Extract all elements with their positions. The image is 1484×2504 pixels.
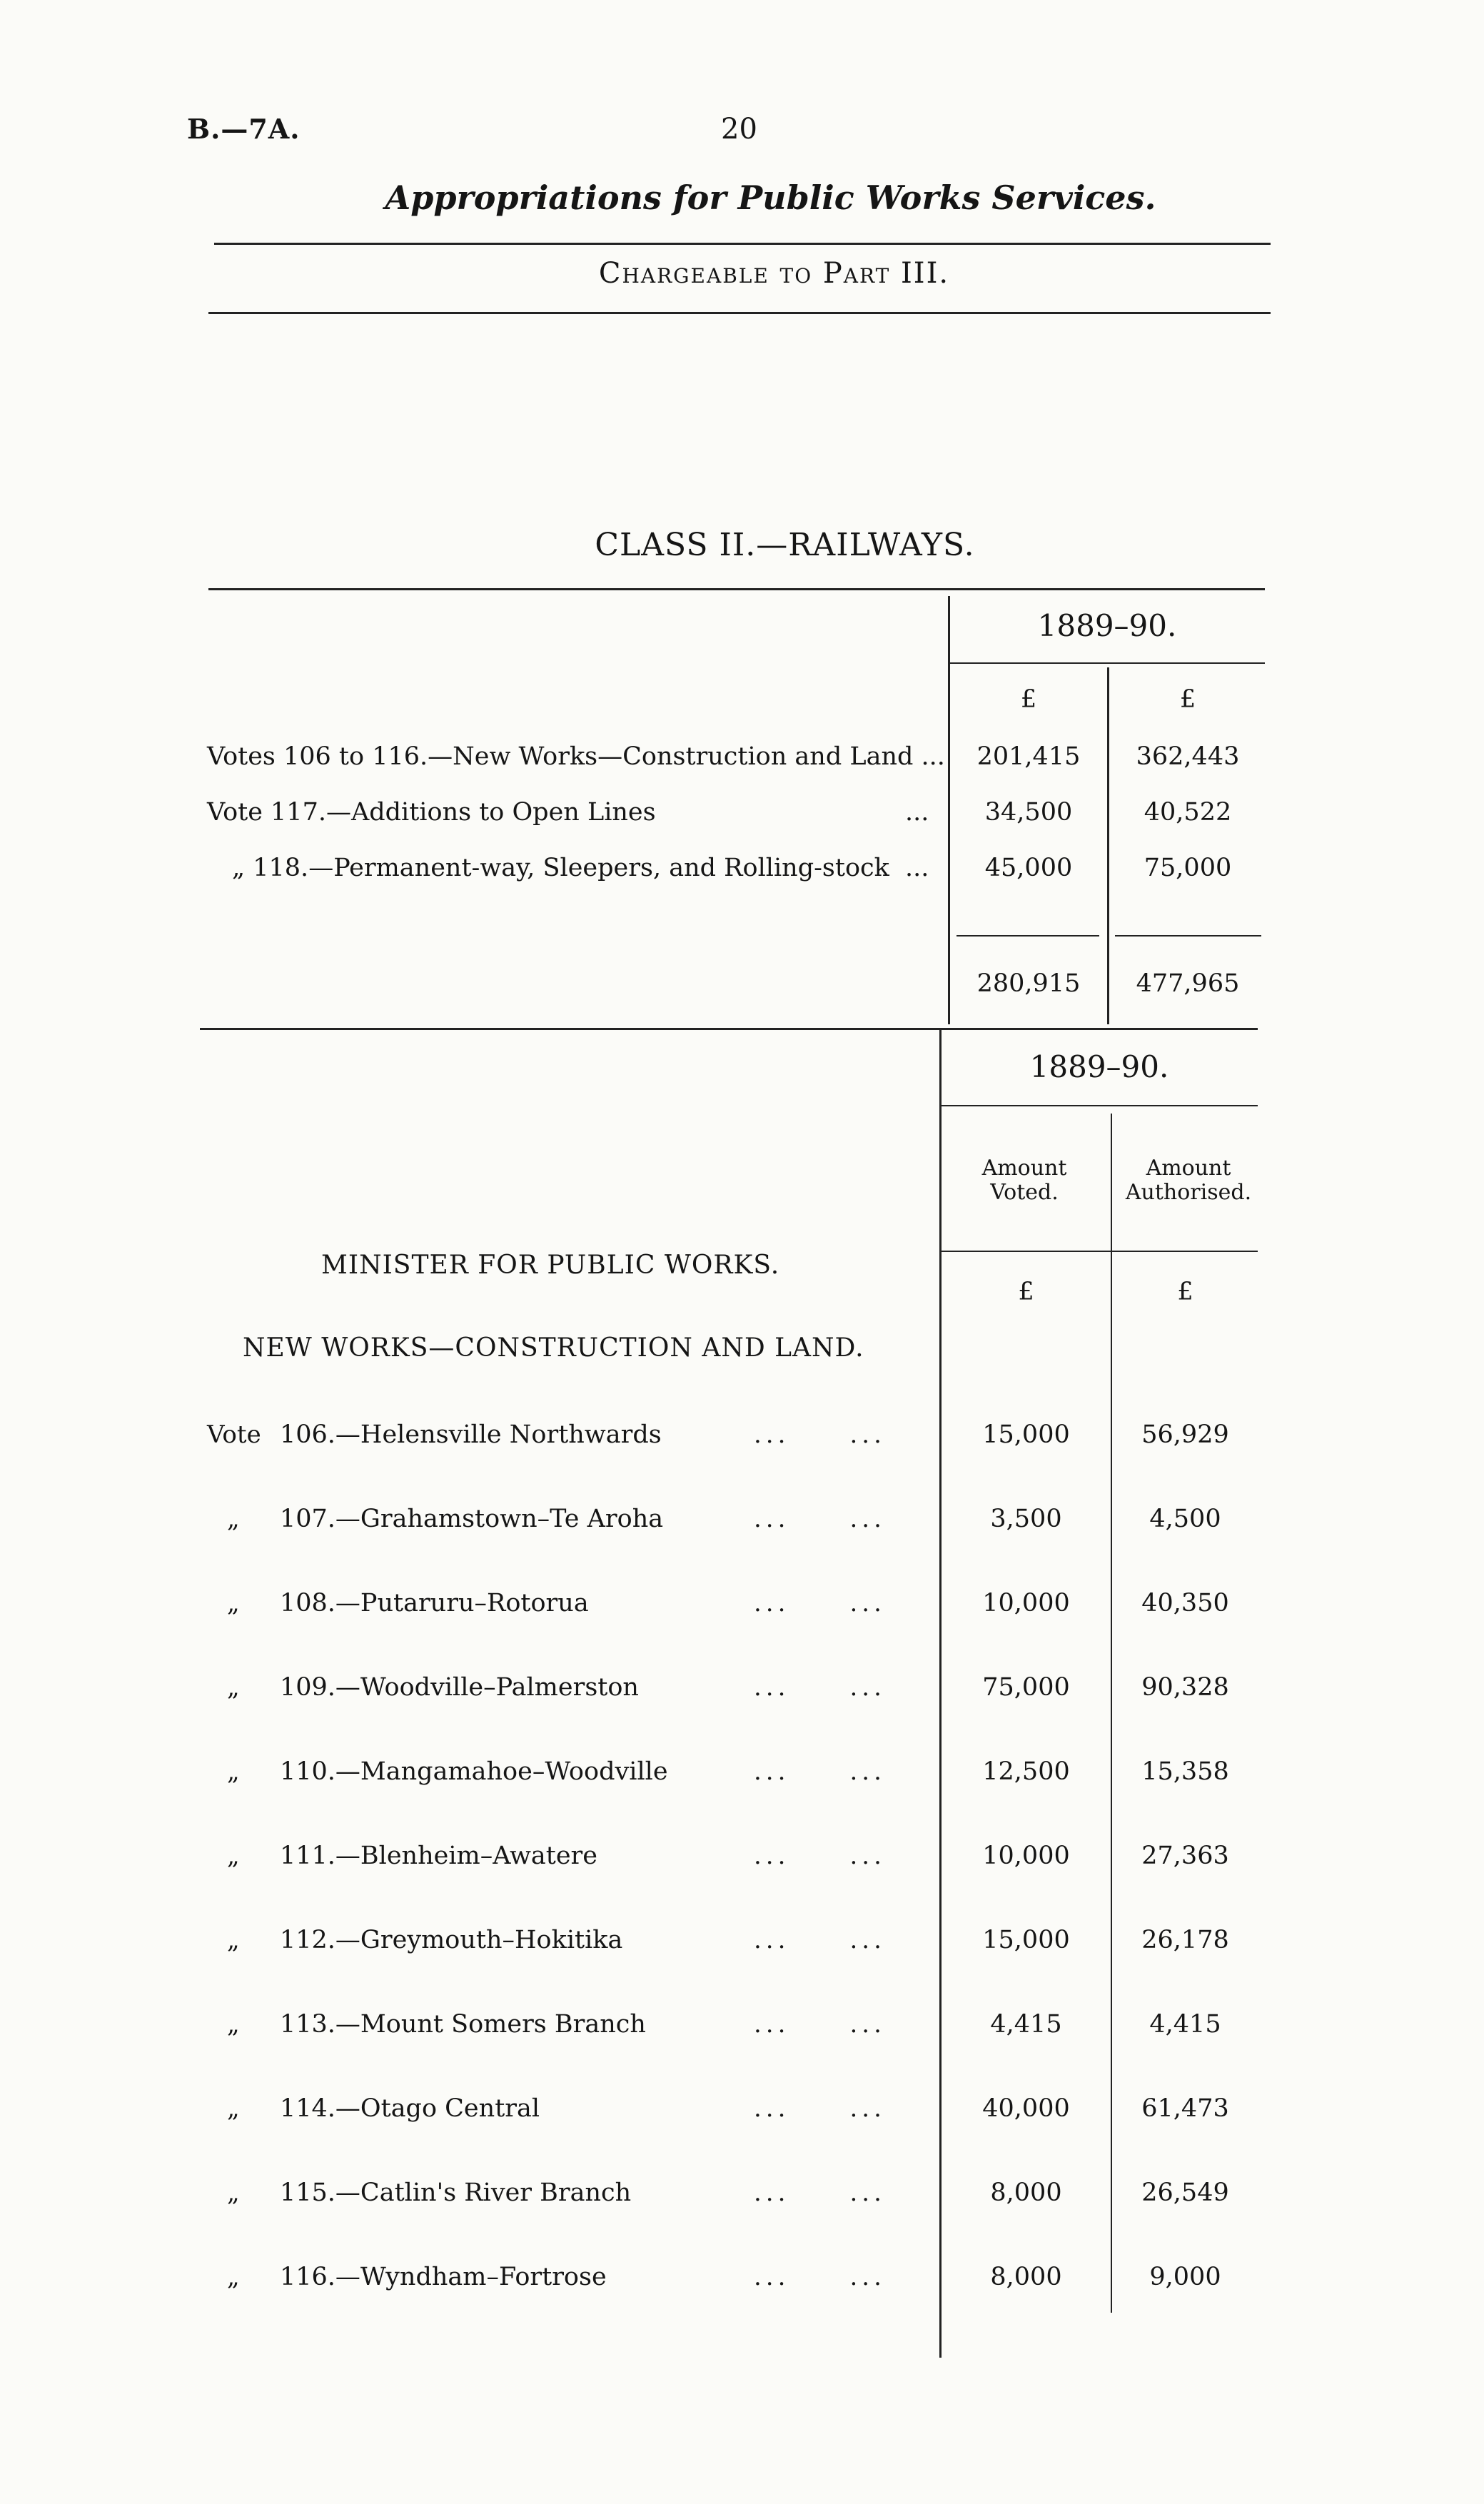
column-header-amount-authorised: Amount Authorised. <box>1125 1156 1252 1205</box>
chargeable-rule <box>208 312 1271 314</box>
vote-label: 107.—Grahamstown–Te Aroha <box>280 1505 664 1533</box>
vote-prefix: „ <box>227 2179 240 2207</box>
amount-voted: 4,415 <box>990 2010 1062 2039</box>
column-header-rule <box>942 1251 1258 1252</box>
leader-dots: ... ... <box>754 1757 886 1786</box>
summary-row-voted: 201,415 <box>976 742 1081 771</box>
summary-total-rule-authorised <box>1115 935 1261 937</box>
summary-total-rule-voted <box>956 935 1099 937</box>
title-rule <box>214 243 1271 245</box>
summary-row-dots: ... <box>905 854 929 882</box>
detail-currency-voted: £ <box>1018 1278 1034 1306</box>
amount-authorised: 90,328 <box>1141 1673 1229 1702</box>
amount-authorised: 15,358 <box>1141 1757 1229 1786</box>
detail-year-heading: 1889–90. <box>1029 1049 1169 1084</box>
amount-authorised: 9,000 <box>1149 2263 1221 2291</box>
amount-authorised: 26,178 <box>1141 1926 1229 1954</box>
chargeable-heading: Chargeable to Part III. <box>598 257 950 290</box>
amount-voted: 75,000 <box>982 1673 1070 1702</box>
leader-dots: ... ... <box>754 2094 886 2123</box>
vote-prefix: „ <box>227 1926 240 1954</box>
document-reference: B.—7A. <box>187 113 301 145</box>
vote-prefix: „ <box>227 2263 240 2291</box>
leader-dots: ... ... <box>754 1420 886 1449</box>
vote-prefix: Vote <box>207 1420 261 1449</box>
vote-label: 108.—Putaruru–Rotorua <box>280 1589 589 1617</box>
summary-row-authorised: 75,000 <box>1144 854 1232 882</box>
vote-prefix: „ <box>227 1842 240 1870</box>
vote-prefix: „ <box>227 1589 240 1617</box>
summary-currency-voted: £ <box>1020 685 1037 714</box>
amount-authorised: 4,500 <box>1149 1505 1221 1533</box>
amount-voted: 15,000 <box>982 1420 1070 1449</box>
vote-label: 115.—Catlin's River Branch <box>280 2179 632 2207</box>
amount-voted: 8,000 <box>990 2263 1062 2291</box>
vote-prefix: „ <box>227 1505 240 1533</box>
amount-voted: 40,000 <box>982 2094 1070 2123</box>
amount-voted: 15,000 <box>982 1926 1070 1954</box>
amount-authorised: 4,415 <box>1149 2010 1221 2039</box>
section-heading: NEW WORKS—CONSTRUCTION AND LAND. <box>243 1333 864 1363</box>
page-number: 20 <box>721 113 757 146</box>
vote-prefix: „ <box>227 2094 240 2123</box>
summary-top-rule <box>208 588 1265 590</box>
leader-dots: ... ... <box>754 1673 886 1702</box>
amount-authorised: 61,473 <box>1141 2094 1229 2123</box>
summary-row-authorised: 362,443 <box>1136 742 1240 771</box>
summary-row-authorised: 40,522 <box>1144 798 1232 827</box>
vote-label: 106.—Helensville Northwards <box>280 1420 662 1449</box>
summary-total-voted: 280,915 <box>976 969 1081 998</box>
amount-voted: 3,500 <box>990 1505 1062 1533</box>
amount-voted: 10,000 <box>982 1589 1070 1617</box>
column-header-amount-voted: Amount Voted. <box>981 1156 1067 1205</box>
summary-row-voted: 45,000 <box>984 854 1073 882</box>
vote-label: 111.—Blenheim–Awatere <box>280 1842 597 1870</box>
leader-dots: ... ... <box>754 1842 886 1870</box>
page-title: Appropriations for Public Works Services. <box>385 178 1156 217</box>
leader-dots: ... ... <box>754 2179 886 2207</box>
amount-voted: 10,000 <box>982 1842 1070 1870</box>
amount-authorised: 26,549 <box>1141 2179 1229 2207</box>
leader-dots: ... ... <box>754 1926 886 1954</box>
summary-total-authorised: 477,965 <box>1136 969 1240 998</box>
summary-row-voted: 34,500 <box>984 798 1073 827</box>
detail-currency-authorised: £ <box>1177 1278 1193 1306</box>
vote-prefix: „ <box>227 1673 240 1702</box>
vote-label: 114.—Otago Central <box>280 2094 540 2123</box>
amount-authorised: 27,363 <box>1141 1842 1229 1870</box>
vote-label: 109.—Woodville–Palmerston <box>280 1673 639 1702</box>
amount-voted: 8,000 <box>990 2179 1062 2207</box>
vote-label: 110.—Mangamahoe–Woodville <box>280 1757 668 1786</box>
vote-prefix: „ <box>227 1757 240 1786</box>
vote-label: 113.—Mount Somers Branch <box>280 2010 646 2039</box>
amount-authorised: 40,350 <box>1141 1589 1229 1617</box>
amount-voted: 12,500 <box>982 1757 1070 1786</box>
summary-row-dots: ... <box>905 798 929 827</box>
leader-dots: ... ... <box>754 1589 886 1617</box>
summary-row-label: Vote 117.—Additions to Open Lines <box>207 798 656 827</box>
summary-row-label: „ 118.—Permanent-way, Sleepers, and Rolling-stock <box>232 854 889 882</box>
summary-year-rule <box>950 662 1265 664</box>
vote-label: 112.—Greymouth–Hokitika <box>280 1926 623 1954</box>
summary-year-heading: 1889–90. <box>1037 608 1177 643</box>
leader-dots: ... ... <box>754 2263 886 2291</box>
summary-currency-authorised: £ <box>1179 685 1196 714</box>
leader-dots: ... ... <box>754 1505 886 1533</box>
summary-bottom-rule <box>200 1028 1258 1030</box>
leader-dots: ... ... <box>754 2010 886 2039</box>
amount-authorised: 56,929 <box>1141 1420 1229 1449</box>
detail-year-rule <box>942 1105 1258 1106</box>
vote-label: 116.—Wyndham–Fortrose <box>280 2263 607 2291</box>
summary-row-label: Votes 106 to 116.—New Works—Construction and Land ... <box>207 742 945 771</box>
class-title: CLASS II.—RAILWAYS. <box>595 527 975 563</box>
minister-heading: MINISTER FOR PUBLIC WORKS. <box>321 1251 780 1280</box>
vote-prefix: „ <box>227 2010 240 2039</box>
